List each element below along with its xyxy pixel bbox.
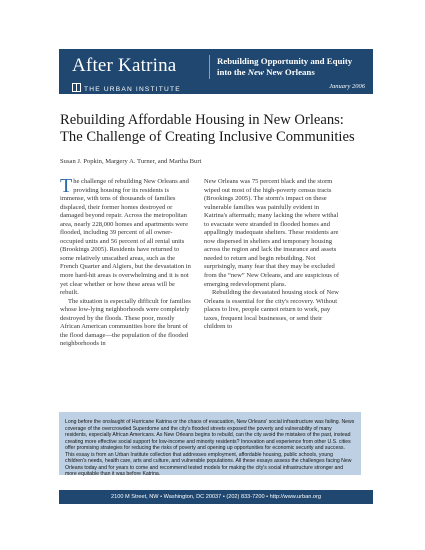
abstract-box: Long before the onslaught of Hurricane Katrina or the chaos of evacuation, New Orleans' social infrastructure was failing. News coverage of the overcrowded Superdome and the city's flooded streets exposed the poverty and vulnerability of many residents, especially African Americans. As New Orleans begins to rebuild, can the city avoid the mistakes of the past, instead creating more effective social support for low-income and minority residents? Innovation and experience from other U.S. cities offer promising strategies for reducing the risks of poverty and opening up opportunities for economic security and success. This essay is from an Urban Institute collection that addresses employment, affordable housing, public schools, young children's needs, health care, arts and culture, and vulnerable populations. All these essays assess the challenges facing New Orleans today and for years to come and recommend tested models for making the city's social infrastructure stronger and more equitable than it was before Katrina.	[59, 412, 361, 475]
left-column	[60, 175, 194, 349]
right-column	[204, 178, 342, 332]
title-line1: Rebuilding Affordable Housing in New Orleans:	[60, 112, 344, 128]
article-title	[60, 112, 360, 146]
subtitle-line1: Rebuilding Opportunity and Equity	[217, 56, 353, 66]
left-paragraph-2: The situation is especially difficult for families whose low-lying neighborhoods were completely destroyed by the floods. These poor, mostly African American communities bore the brunt of the flood damage—the population of the flooded neighborhoods in	[60, 297, 191, 348]
publication-date: January 2006	[329, 83, 365, 90]
authors: Susan J. Popkin, Margery A. Turner, and Martha Burt	[60, 158, 202, 165]
subtitle-new: New	[247, 67, 264, 77]
right-paragraph-2: Rebuilding the devastated housing stock of New Orleans is essential for the city's recovery. Without places to live, people cannot return to work, pay taxes, frequent local businesses, or send their children to	[204, 289, 339, 331]
series-subtitle	[217, 56, 352, 78]
drop-cap: T	[60, 175, 73, 197]
left-p1-text: he challenge of rebuilding New Orleans and providing housing for its residents is immense, with tens of thousands of families displaced, their former homes destroyed or damaged beyond repair. Across the metropolitan area, nearly 228,000 homes and apartments were flooded, including 39 percent of all owner-occupied units and 56 percent of all rental units (Brookings 2005). Residents have returned to some relatively unscathed areas, such as the French Quarter and Algiers, but the devastation in more hard-hit areas is overwhelming and it is not yet clear whether or how these areas will be rebuilt.	[60, 178, 191, 297]
left-paragraph-1	[60, 175, 194, 298]
subtitle-end: New Orleans	[263, 67, 315, 77]
series-title: After Katrina	[72, 55, 177, 76]
institute-name	[72, 83, 181, 93]
institute-label: THE URBAN INSTITUTE	[84, 86, 181, 93]
title-line2: The Challenge of Creating Inclusive Communities	[60, 129, 355, 145]
banner-divider	[209, 55, 210, 79]
right-paragraph-1: New Orleans was 75 percent black and the storm wiped out most of the high-poverty census tracts (Brookings 2005). The storm's impact on these vulnerable families was painfully evident in Katrina's aftermath; many lacking the where withal to evacuate were stranded in flooded homes and appallingly inadequate shelters. These residents are now dispersed in shelters and temporary housing across the region and lack the insurance and assets needed to return and begin rebuilding. Not surprisingly, many fear that they may be excluded from the “new” New Orleans, and are suspicious of emerging redevelopment plans.	[204, 178, 340, 288]
footer-address: 2100 M Street, NW • Washington, DC 20037 • (202) 833-7200 • http://www.urban.org	[59, 490, 373, 504]
urban-institute-logo-icon	[72, 83, 81, 92]
subtitle-into: into the	[217, 67, 248, 77]
header-banner	[59, 49, 373, 94]
